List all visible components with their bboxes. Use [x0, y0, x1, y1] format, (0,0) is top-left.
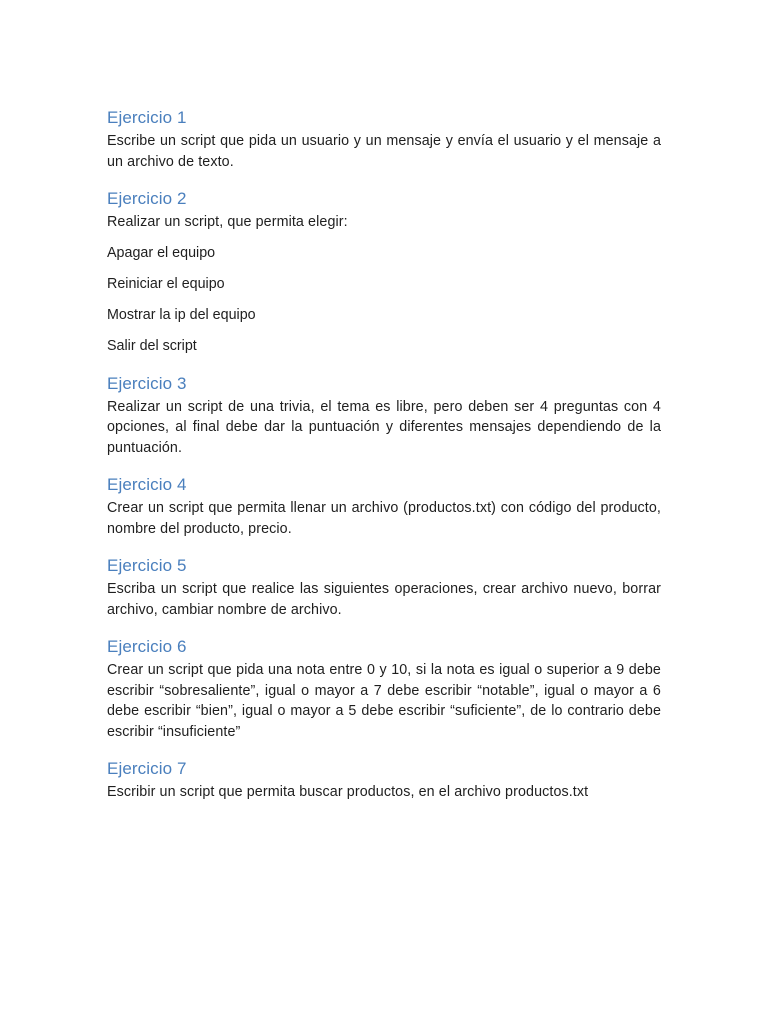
exercise-heading: Ejercicio 5 [107, 556, 187, 575]
exercise-text: Escriba un script que realice las siguientes operaciones, crear archivo nuevo, borrar archivo, cambiar nombre de archivo. [107, 581, 661, 618]
exercise-4 [107, 473, 661, 539]
exercise-1 [107, 106, 661, 172]
exercise-2 [107, 187, 661, 357]
document-page [107, 106, 661, 818]
exercise-heading: Ejercicio 4 [107, 475, 187, 494]
exercise-heading: Ejercicio 3 [107, 373, 187, 393]
list-item: Reiniciar el equipo [107, 276, 225, 292]
exercise-3 [107, 372, 661, 459]
exercise-6 [107, 635, 661, 742]
list-item: Salir del script [107, 338, 197, 354]
exercise-text: Escribe un script que pida un usuario y un mensaje y envía el usuario y el mensaje a un archivo de texto. [107, 133, 661, 170]
exercise-text: Crear un script que pida una nota entre 0 y 10, si la nota es igual o superior a 9 debe escribir “sobresaliente”, igual o mayor a 7 debe escribir “notable”, igual o mayor a 6 debe escribir “bien”, igual o mayor a 5 debe escribir “suficiente”, de lo contrario debe escribir “insuficiente” [107, 662, 661, 740]
exercise-heading: Ejercicio 2 [107, 189, 187, 208]
exercise-7 [107, 757, 661, 803]
exercise-heading: Ejercicio 1 [107, 108, 187, 127]
exercise-heading: Ejercicio 6 [107, 637, 187, 656]
list-item: Apagar el equipo [107, 245, 216, 261]
exercise-text: Escribir un script que permita buscar productos, en el archivo productos.txt [107, 784, 589, 800]
exercise-text: Crear un script que permita llenar un archivo (productos.txt) con código del producto, nombre del producto, precio. [107, 500, 661, 537]
options-list [107, 243, 661, 357]
list-item: Mostrar la ip del equipo [107, 307, 256, 323]
exercise-text: Realizar un script de una trivia, el tema es libre, pero deben ser 4 preguntas con 4 opciones, al final debe dar la puntuación y diferentes mensajes dependiendo de la puntuación. [107, 398, 661, 456]
exercise-5 [107, 554, 661, 620]
exercise-heading: Ejercicio 7 [107, 759, 187, 778]
exercise-text: Realizar un script, que permita elegir: [107, 214, 348, 230]
